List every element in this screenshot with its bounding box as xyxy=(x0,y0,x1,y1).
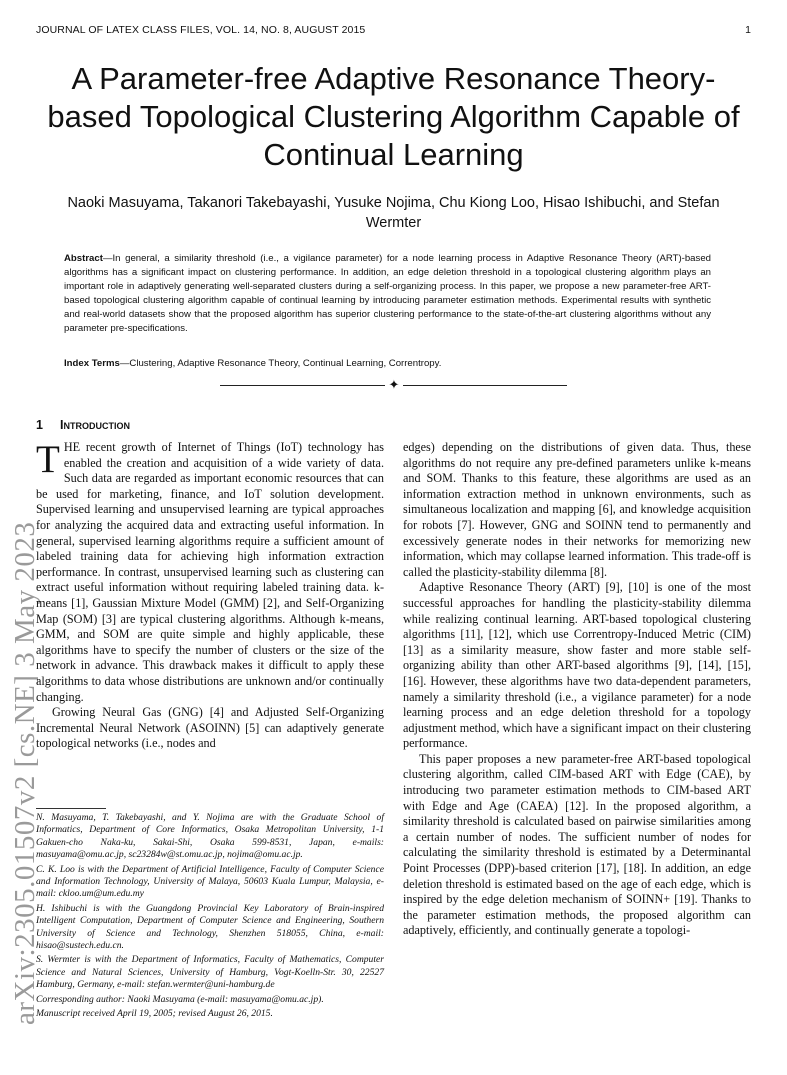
index-terms xyxy=(64,357,711,371)
section-number: 1 xyxy=(36,418,43,432)
footnote-affiliation-1: N. Masuyama, T. Takebayashi, and Y. Nojima are with the Graduate School of Informatics, Department of Core Informatics, Osaka Metropolitan University, 1-1 Gakuen-cho Naka-ku, Sakai-Shi, Osaka 599-8531, Japan, e-mails: masuyama@omu.ac.jp, sc23284w@st.omu.ac.jp, nojima@omu.ac.jp. xyxy=(36,812,384,861)
footnote-affiliation-3: H. Ishibuchi is with the Guangdong Provincial Key Laboratory of Brain-inspired Intelligent Computation, Department of Computer Science and Engineering, Southern University of Science and Technology, Shenzhen 518055, China, e-mail: hisao@sustech.edu.cn. xyxy=(36,902,384,952)
footnotes xyxy=(36,812,384,1023)
intro-paragraph-5: This paper proposes a new parameter-free ART-based topological clustering algorithm, called CIM-based ART with Edge (CAE), by introducing two parameter estimation methods to CIM-based ART with Edge and Age (CAEA) [12]. In the proposed algorithm, a similarity threshold is calculated based on pairwise similarities among a certain number of nodes. The sufficient number of nodes for calculating the similarity threshold is estimated by a Determinantal Point Processes (DPP)-based criterion [17], [18]. In addition, an edge deletion threshold is estimated based on the age of each edge, which is inspired by the edge deletion mechanism of SOINN+ [19]. Thanks to the parameter estimation methods, the proposed algorithm can adaptively, efficiently, and continually generate a topologi- xyxy=(403,751,751,938)
first-word: HE xyxy=(63,440,81,454)
abstract-text: —In general, a similarity threshold (i.e., a vigilance parameter) for a node learning process in Adaptive Resonance Theory (ART)-based algorithms has a significant impact on clustering performance. In addition, an edge deletion threshold in a topological clustering algorithm plays an important role in adaptively generating well-separated clusters during a self-organizing process. In this paper, we propose a new parameter-free ART-based topological clustering algorithm capable of continual learning by introducing parameter estimation methods. Experimental results with synthetic and real-world datasets show that the proposed algorithm has superior clustering performance to the state-of-the-art clustering algorithms without any parameter pre-specifications. xyxy=(64,253,711,334)
abstract-label: Abstract xyxy=(64,253,103,264)
page-number: 1 xyxy=(745,24,751,36)
author-list: Naoki Masuyama, Takanori Takebayashi, Yusuke Nojima, Chu Kiong Loo, Hisao Ishibuchi, and Stefan Wermter xyxy=(67,195,720,231)
paper-title: A Parameter-free Adaptive Resonance Theory-based Topological Clustering Algorithm Capable of Continual Learning xyxy=(47,61,740,172)
footnote-manuscript-dates: Manuscript received April 19, 2005; revised August 26, 2015. xyxy=(36,1008,273,1020)
index-terms-label: Index Terms xyxy=(64,358,120,369)
running-head: JOURNAL OF LATEX CLASS FILES, VOL. 14, NO. 8, AUGUST 2015 xyxy=(36,24,366,36)
drop-cap: T xyxy=(36,438,60,481)
intro-paragraph-4: Adaptive Resonance Theory (ART) [9], [10] is one of the most successful approaches for handling the plasticity-stability dilemma while realizing continual learning. ART-based topological clustering algorithms [11], [12], which use Correntropy-Induced Metric (CIM) [13] as a similarity measure, show faster and more stable self-organizing ability than other ART-based algorithms [9], [14], [15], [16]. However, these algorithms have two data-dependent parameters, namely a similarity threshold (i.e., a vigilance parameter) for a node learning process and an edge deletion threshold for a topology adjustment method, which have a significant impact on their clustering performance. xyxy=(403,580,751,751)
index-terms-text: —Clustering, Adaptive Resonance Theory, Continual Learning, Correntropy. xyxy=(119,358,442,369)
section-heading xyxy=(36,418,130,432)
divider-diamond-icon: ✦ xyxy=(385,375,403,395)
abstract xyxy=(64,252,711,336)
intro-paragraph-3: edges) depending on the distributions of given data. Thus, these algorithms do not require any pre-defined parameters unlike k-means and SOM. Thanks to this feature, these algorithms are used as an information extraction method in unknown environments, such as simultaneous localization and mapping [6], and knowledge acquisition for robots [7]. However, GNG and SOINN tend to permanently and excessively generate nodes in their networks for memorizing new information, which may collapse learned information. This trade-off is called the plasticity-stability dilemma [8]. xyxy=(403,440,751,579)
footnote-corresponding-author: Corresponding author: Naoki Masuyama (e-mail: masuyama@omu.ac.jp). xyxy=(36,993,324,1005)
section-title: Introduction xyxy=(60,418,130,432)
arxiv-identifier-text: arXiv:2305.01507v2 [cs.NE] 3 May 2023 xyxy=(9,521,41,1025)
intro-paragraph-2: Growing Neural Gas (GNG) [4] and Adjusted Self-Organizing Incremental Neural Network (ASOINN) [5] can adaptively generate topological networks (i.e., nodes and xyxy=(36,705,384,751)
left-column xyxy=(36,440,384,752)
intro-paragraph-1 xyxy=(36,440,384,705)
footnote-rule xyxy=(36,808,106,809)
right-column xyxy=(403,440,751,939)
paragraph-text: recent growth of Internet of Things (IoT) technology has enabled the creation and acquisition of a wide variety of data. Such data are regarded as important economic resources that can be used for marketing, finance, and IoT solution development. Supervised learning and unsupervised learning are typical approaches for analyzing the acquired data and extracting useful information. In general, supervised learning algorithms require a sufficient amount of labeled training data for achieving high information extraction performance. In contrast, unsupervised learning such as clustering can extract useful information without requiring labeled training data. k-means [1], Gaussian Mixture Model (GMM) [2], and Self-Organizing Map (SOM) [3] are typical clustering algorithms. Although k-means, GMM, and SOM are quite simple and highly applicable, these algorithms have to specify the number of clusters or the size of the network in advance. This drawback makes it difficult to apply these algorithms to data whose distributions are unknown and/or continually changing. xyxy=(36,440,384,704)
footnote-affiliation-2: C. K. Loo is with the Department of Artificial Intelligence, Faculty of Computer Science and Information Technology, University of Malaya, 50603 Kuala Lumpur, Malaysia, e-mail: ckloo.um@um.edu.my xyxy=(36,863,384,900)
footnote-affiliation-4: S. Wermter is with the Department of Informatics, Faculty of Mathematics, Computer Science and Natural Sciences, University of Hamburg, Vogt-Koelln-Str. 30, 22527 Hamburg, Germany, e-mail: stefan.wermter@uni-hamburg.de xyxy=(36,954,384,991)
